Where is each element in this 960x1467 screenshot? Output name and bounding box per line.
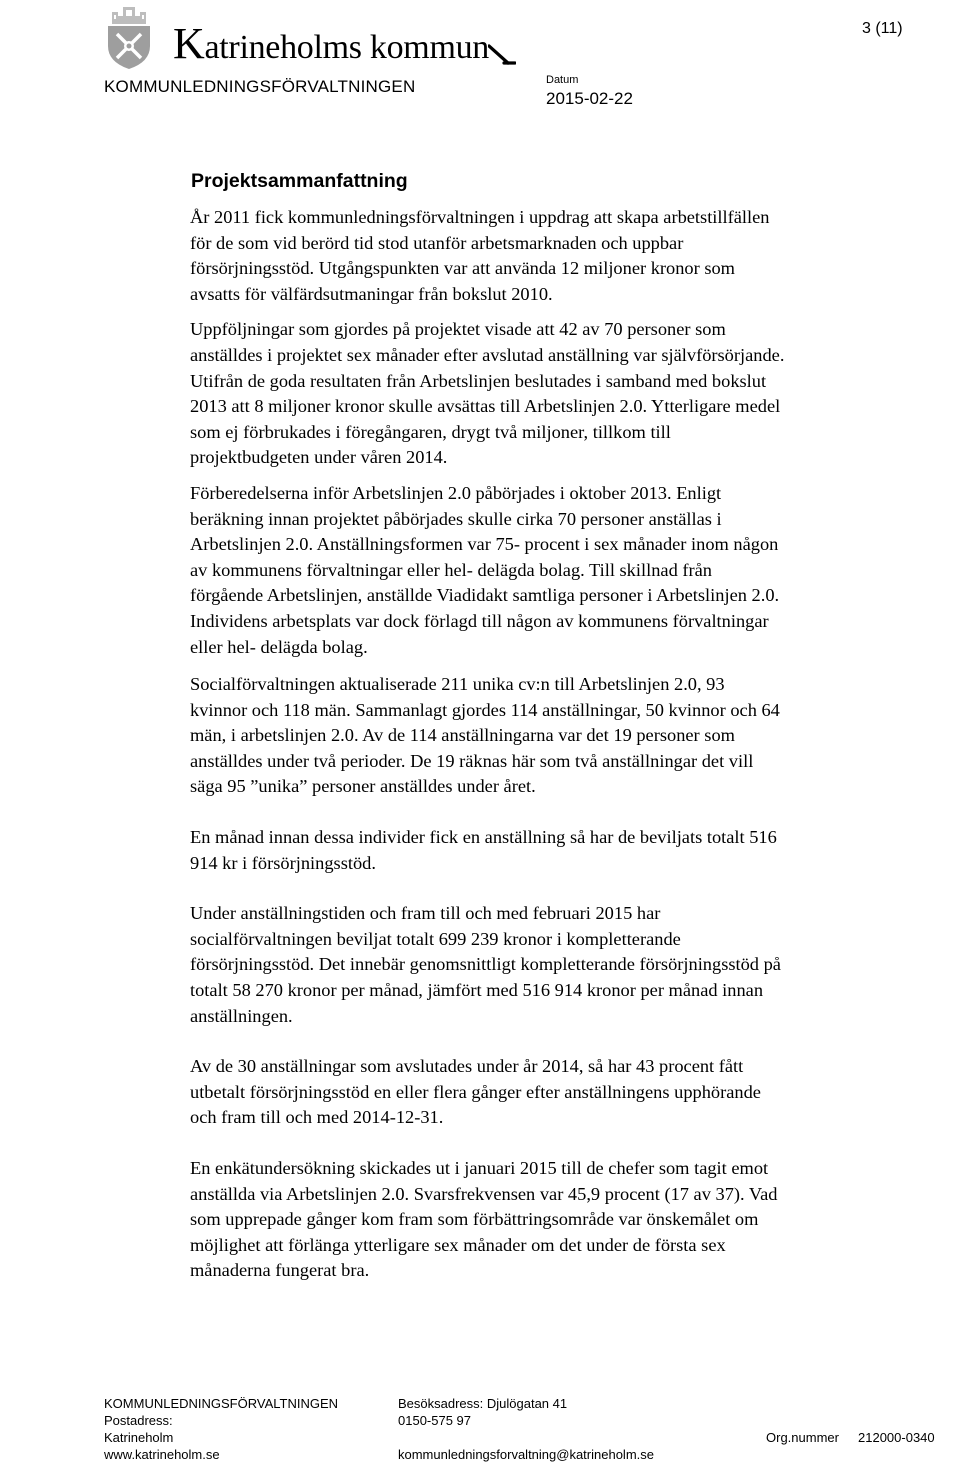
paragraph-line: Uppföljningar som gjordes på projektet visade att 42 av 70 personer som (190, 319, 726, 340)
paragraph-line: anställdes i projektet sex månader efter avslutad anställning var självförsörjande. (190, 344, 785, 365)
paragraph-line: anställningen. (190, 1005, 293, 1026)
brand-name: atrineholms kommun (204, 29, 489, 66)
paragraph-line: som ej förbrukades i föregångaren, drygt två miljoner, tillkom till (190, 421, 671, 442)
paragraph-line: avsatts för välfärdsutmaningar från bokslut 2010. (190, 283, 553, 304)
paragraph-line: månaderna fungerat bra. (190, 1260, 370, 1281)
paragraph-line: Förberedelserna inför Arbetslinjen 2.0 påbörjades i oktober 2013. Enligt (190, 482, 722, 503)
paragraph-line: av kommunens förvaltningar eller hel- delägda bolag. Till skillnad från (190, 559, 712, 580)
body-paragraph (190, 1054, 912, 1131)
footer-department: KOMMUNLEDNINGSFÖRVALTNINGEN (104, 1396, 339, 1411)
body-paragraph (190, 317, 912, 471)
paragraph-line: förgående Arbetslinjen, anställde Viadidakt samtliga personer i Arbetslinjen 2.0. (190, 585, 780, 606)
paragraph-line: och fram till och med 2014-12-31. (190, 1107, 444, 1128)
footer-postal-label: Postadress: (104, 1413, 173, 1428)
paragraph-line: män, i arbetslinjen 2.0. Av de 114 anställningarna var det 19 personer som (190, 725, 735, 746)
paragraph-line: 914 kr i försörjningsstöd. (190, 852, 376, 873)
paragraph-line: Under anställningstiden och fram till och med februari 2015 har (190, 903, 661, 924)
department-name: KOMMUNLEDNINGSFÖRVALTNINGEN (104, 77, 416, 96)
body-paragraph (190, 901, 912, 1029)
paragraph-line: möjlighet att förlänga ytterligare sex månader om det under de första sex (190, 1234, 726, 1255)
paragraph-line: Socialförvaltningen aktualiserade 211 unika cv:n till Arbetslinjen 2.0, 93 (190, 674, 725, 695)
paragraph-line: anställda via Arbetslinjen 2.0. Svarsfrekvensen var 45,9 procent (17 av 37). Vad (190, 1183, 778, 1204)
document-title: Projektsammanfattning (191, 170, 408, 192)
paragraph-line: Av de 30 anställningar som avslutades under år 2014, så har 43 procent fått (190, 1056, 744, 1077)
footer-email-link[interactable]: kommunledningsforvaltning@katrineholm.se (398, 1447, 654, 1462)
footer-phone: 0150-575 97 (398, 1413, 472, 1428)
paragraph-line: projektbudgeten under våren 2014. (190, 447, 448, 468)
paragraph-line: Arbetslinjen 2.0. Anställningsformen var 75- procent i sex månader inom någon (190, 534, 779, 555)
brand-initial: K (173, 19, 205, 68)
municipal-crest-icon (104, 4, 154, 70)
paragraph-line: Individens arbetsplats var dock förlagd till någon av kommunens förvaltningar (190, 610, 769, 631)
body-paragraph (190, 205, 912, 307)
paragraph-line: som upprepade gånger kom fram som förbättringsområde var önskemålet om (190, 1209, 759, 1230)
paragraph-line: 2013 att 8 miljoner kronor skulle avsättas till Arbetslinjen 2.0. Ytterligare medel (190, 396, 781, 417)
date-value: 2015-02-22 (546, 89, 633, 108)
footer-website-link[interactable]: www.katrineholm.se (104, 1447, 220, 1462)
brand-wordmark (173, 18, 489, 69)
body-paragraph (190, 481, 912, 660)
footer-city: Katrineholm (104, 1430, 174, 1445)
paragraph-line: totalt 58 270 kronor per månad, jämfört med 516 914 kronor per månad innan (190, 980, 764, 1001)
paragraph-line: En enkätundersökning skickades ut i januari 2015 till de chefer som tagit emot (190, 1158, 769, 1178)
page-number: 3 (11) (862, 20, 903, 37)
footer-blank (398, 1429, 654, 1446)
footer-org-number: 212000-0340 (858, 1430, 935, 1445)
brand-swoosh-icon (488, 44, 516, 66)
paragraph-line: År 2011 fick kommunledningsförvaltningen i uppdrag att skapa arbetstillfällen (190, 207, 770, 227)
date-label: Datum (546, 74, 579, 86)
paragraph-line: försörjningsstöd. Det innebär genomsnittligt kompletterande försörjningsstöd på (190, 954, 781, 975)
paragraph-line: En månad innan dessa individer fick en anställning så har de beviljats totalt 516 (190, 827, 777, 848)
document-body (190, 205, 912, 1284)
paragraph-line: beräkning innan projektet påbörjades skulle cirka 70 personer anställas i (190, 508, 722, 529)
paragraph-line: utbetalt försörjningsstöd en eller flera gånger efter anställningens upphörande (190, 1081, 761, 1102)
body-paragraph (190, 1156, 912, 1284)
paragraph-line: anställdes under två perioder. De 19 räknas här som två anställningar det vill (190, 750, 754, 771)
footer-visiting-address: Besöksadress: Djulögatan 41 (398, 1396, 568, 1411)
footer-address-column (398, 1395, 654, 1463)
paragraph-line: eller hel- delägda bolag. (190, 636, 368, 657)
paragraph-line: kvinnor och 118 män. Sammanlagt gjordes 114 anställningar, 50 kvinnor och 64 (190, 699, 780, 720)
paragraph-line: försörjningsstöd. Utgångspunkten var att använda 12 miljoner kronor som (190, 258, 735, 279)
body-paragraph (190, 672, 912, 800)
paragraph-line: säga 95 ”unika” personer anställdes under året. (190, 776, 536, 797)
footer-org-label: Org.nummer (766, 1430, 839, 1445)
paragraph-line: Utifrån de goda resultaten från Arbetslinjen beslutades i samband med bokslut (190, 370, 767, 391)
body-paragraph (190, 825, 912, 876)
paragraph-line: för de som vid berörd tid stod utanför arbetsmarknaden och uppbar (190, 232, 684, 253)
paragraph-line: socialförvaltningen beviljat totalt 699 239 kronor i kompletterande (190, 928, 681, 949)
footer-contact-column (104, 1395, 338, 1463)
